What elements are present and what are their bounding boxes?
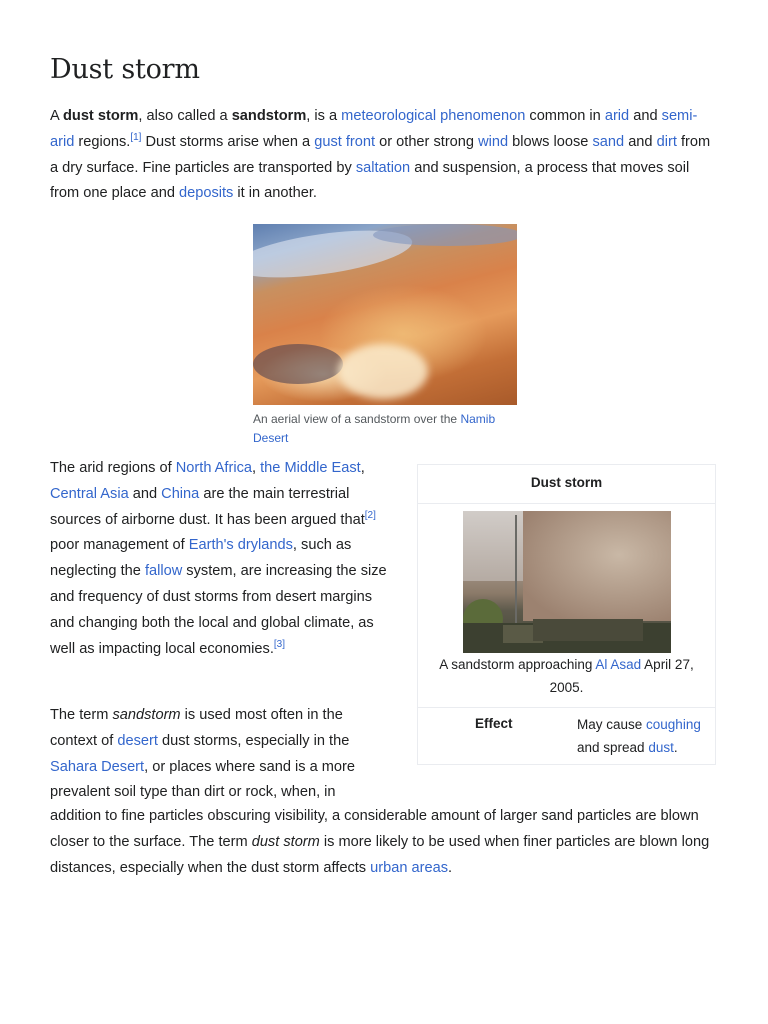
text: . <box>448 859 453 876</box>
text: , <box>360 460 365 476</box>
text: blows loose <box>508 133 593 150</box>
infobox-caption <box>418 653 715 699</box>
link-fallow[interactable]: fallow <box>144 563 183 580</box>
infobox-effect-row <box>418 707 715 766</box>
text: dust storms, especially in the <box>157 732 350 749</box>
link-dust[interactable]: dust <box>648 740 674 755</box>
text: . <box>673 740 678 755</box>
text: and suspension, a process that moves soil from one place and <box>50 159 690 202</box>
infobox <box>417 464 716 765</box>
link-deposits[interactable]: deposits <box>179 185 234 202</box>
caption-text: An aerial view of a sandstorm over the <box>253 412 461 426</box>
text: regions. <box>74 133 131 150</box>
link-dirt[interactable]: dirt <box>656 133 677 150</box>
text: it in another. <box>233 185 317 202</box>
text: , such as neglecting the <box>50 537 352 580</box>
infobox-title: Dust storm <box>418 465 715 504</box>
reference-link-2[interactable]: [2] <box>364 509 376 521</box>
link-al-asad[interactable]: Al Asad <box>595 657 642 672</box>
text: May cause <box>577 717 647 732</box>
text: from a dry surface. Fine particles are transported by <box>50 133 711 176</box>
effect-label: Effect <box>475 716 513 731</box>
text: The arid regions of <box>50 460 176 476</box>
text: and <box>128 485 162 502</box>
effect-value <box>577 713 712 759</box>
text: is used most often in the context of <box>50 707 343 749</box>
link-saltation[interactable]: saltation <box>355 159 411 176</box>
link-middle-east[interactable]: the Middle East <box>260 460 361 476</box>
text: , <box>252 460 261 476</box>
text: A <box>50 108 63 124</box>
link-earths-drylands[interactable]: Earth's drylands <box>188 537 293 554</box>
link-semi-arid[interactable]: semi-arid <box>50 108 698 150</box>
bold-term-dust-storm: dust storm <box>62 108 139 124</box>
link-china[interactable]: China <box>161 485 200 502</box>
italic-term-dust-storm: dust storm <box>251 833 320 850</box>
link-wind[interactable]: wind <box>478 133 509 150</box>
text: or other strong <box>375 133 479 150</box>
infobox-sandstorm-image[interactable] <box>463 511 671 653</box>
italic-term-sandstorm: sandstorm <box>112 707 181 723</box>
link-coughing[interactable]: coughing <box>646 717 701 732</box>
link-north-africa[interactable]: North Africa <box>175 460 252 476</box>
figure-caption <box>253 410 517 447</box>
link-meteorological-phenomenon[interactable]: meteorological phenomenon <box>341 108 526 124</box>
text: , also called a <box>138 108 232 124</box>
link-namib-desert[interactable]: Namib Desert <box>253 412 496 445</box>
text: common in <box>525 108 605 124</box>
aerial-sandstorm-image[interactable] <box>253 224 517 405</box>
link-desert[interactable]: desert <box>117 732 158 749</box>
text: is more likely to be used when finer particles are blown long distances, especially when the dust storm affects <box>50 833 710 876</box>
text: The term <box>50 707 113 723</box>
link-sahara-desert[interactable]: Sahara Desert <box>50 758 145 775</box>
page-title: Dust storm <box>50 54 200 85</box>
text: Dust storms arise when a <box>141 133 315 150</box>
link-gust-front[interactable]: gust front <box>314 133 376 150</box>
arid-regions-paragraph <box>50 456 390 662</box>
link-urban-areas[interactable]: urban areas <box>370 859 449 876</box>
sandstorm-term-paragraph <box>50 703 390 806</box>
aerial-figure <box>253 224 517 447</box>
intro-paragraph <box>50 104 718 207</box>
text: poor management of <box>50 537 189 554</box>
text: are the main terrestrial sources of airborne dust. It has been argued that <box>50 485 365 528</box>
text: A sandstorm approaching <box>439 657 596 672</box>
text: April 27, 2005. <box>549 657 694 695</box>
link-sand[interactable]: sand <box>592 133 625 150</box>
text: and <box>629 108 662 124</box>
bold-term-sandstorm: sandstorm <box>231 108 307 124</box>
text: and <box>624 133 657 150</box>
text: system, are increasing the size and frequency of dust storms from desert margins and changing both the local and global climate, as well as impacting local economies. <box>50 563 387 657</box>
reference-link-3[interactable]: [3] <box>273 638 285 650</box>
sandstorm-term-paragraph-continued <box>50 804 718 881</box>
text: , or places where sand is a more prevalent soil type than dirt or rock, when, in <box>50 758 356 801</box>
text: addition to fine particles obscuring visibility, a considerable amount of larger sand particles are blown closer to the surface. The term <box>50 808 699 850</box>
reference-link-1[interactable]: [1] <box>130 131 142 143</box>
text: , is a <box>306 108 342 124</box>
link-arid[interactable]: arid <box>604 108 630 124</box>
text: and spread <box>577 740 649 755</box>
link-central-asia[interactable]: Central Asia <box>50 485 129 502</box>
